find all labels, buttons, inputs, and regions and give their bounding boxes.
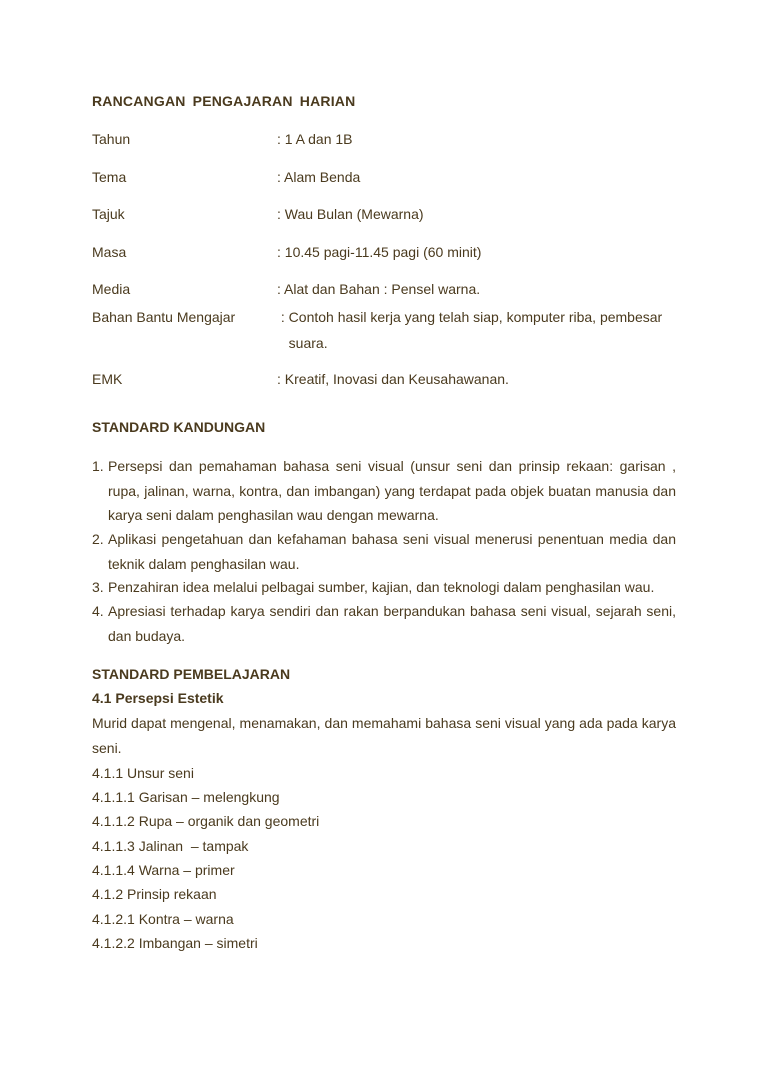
kandungan-item-number: 2.: [92, 531, 104, 547]
standard-pembelajaran-intro: Murid dapat mengenal, menamakan, dan memahami bahasa seni visual yang ada pada karya seni.: [92, 715, 676, 756]
info-value-tema: : Alam Benda: [277, 169, 361, 185]
pembelajaran-line: 4.1.2 Prinsip rekaan: [92, 886, 217, 902]
document-title: RANCANGAN PENGAJARAN HARIAN: [92, 93, 356, 109]
pembelajaran-line: 4.1.2.1 Kontra – warna: [92, 911, 234, 927]
info-label-emk: EMK: [92, 371, 123, 387]
standard-pembelajaran-heading: STANDARD PEMBELAJARAN: [92, 666, 291, 682]
info-value-media: : Alat dan Bahan : Pensel warna.: [277, 281, 481, 297]
pembelajaran-line: 4.1.1.3 Jalinan – tampak: [92, 838, 249, 854]
info-value-tajuk: : Wau Bulan (Mewarna): [277, 206, 424, 222]
info-label-tema: Tema: [92, 169, 127, 185]
kandungan-item-text: Apresiasi terhadap karya sendiri dan rakan berpandukan bahasa seni visual, sejarah seni, dan budaya.: [108, 603, 676, 644]
kandungan-item-text: Aplikasi pengetahuan dan kefahaman bahasa seni visual menerusi penentuan media dan teknik dalam penghasilan wau.: [108, 531, 676, 572]
info-value-emk: : Kreatif, Inovasi dan Keusahawanan.: [277, 371, 509, 387]
pembelajaran-line: 4.1.1.4 Warna – primer: [92, 862, 235, 878]
standard-pembelajaran-subheading: 4.1 Persepsi Estetik: [92, 690, 224, 706]
standard-kandungan-heading: STANDARD KANDUNGAN: [92, 419, 266, 435]
info-label-masa: Masa: [92, 244, 127, 260]
kandungan-item-text: Penzahiran idea melalui pelbagai sumber, kajian, dan teknologi dalam penghasilan wau.: [108, 579, 655, 595]
info-label-tajuk: Tajuk: [92, 206, 125, 222]
pembelajaran-line: 4.1.1.1 Garisan – melengkung: [92, 789, 280, 805]
info-value-tahun: : 1 A dan 1B: [277, 131, 353, 147]
info-label-media: Media: [92, 281, 131, 297]
info-value-bahan-bantu: : Contoh hasil kerja yang telah siap, komputer riba, pembesar: [277, 309, 663, 325]
info-value-bahan-bantu-cont: suara.: [277, 335, 328, 351]
pembelajaran-line: 4.1.1.2 Rupa – organik dan geometri: [92, 813, 320, 829]
info-value-masa: : 10.45 pagi-11.45 pagi (60 minit): [277, 244, 482, 260]
kandungan-item-number: 4.: [92, 603, 104, 619]
kandungan-item-number: 1.: [92, 458, 104, 474]
pembelajaran-line: 4.1.2.2 Imbangan – simetri: [92, 935, 258, 951]
kandungan-item-number: 3.: [92, 579, 104, 595]
kandungan-item-text: Persepsi dan pemahaman bahasa seni visual (unsur seni dan prinsip rekaan: garisan , rupa, jalinan, warna, kontra, dan imbangan) yang terdapat pada objek buatan manusia dan karya seni dalam penghasilan wau dengan mewarna.: [108, 458, 676, 523]
info-label-tahun: Tahun: [92, 131, 131, 147]
pembelajaran-line: 4.1.1 Unsur seni: [92, 765, 194, 781]
info-label-bahan-bantu: Bahan Bantu Mengajar: [92, 309, 236, 325]
